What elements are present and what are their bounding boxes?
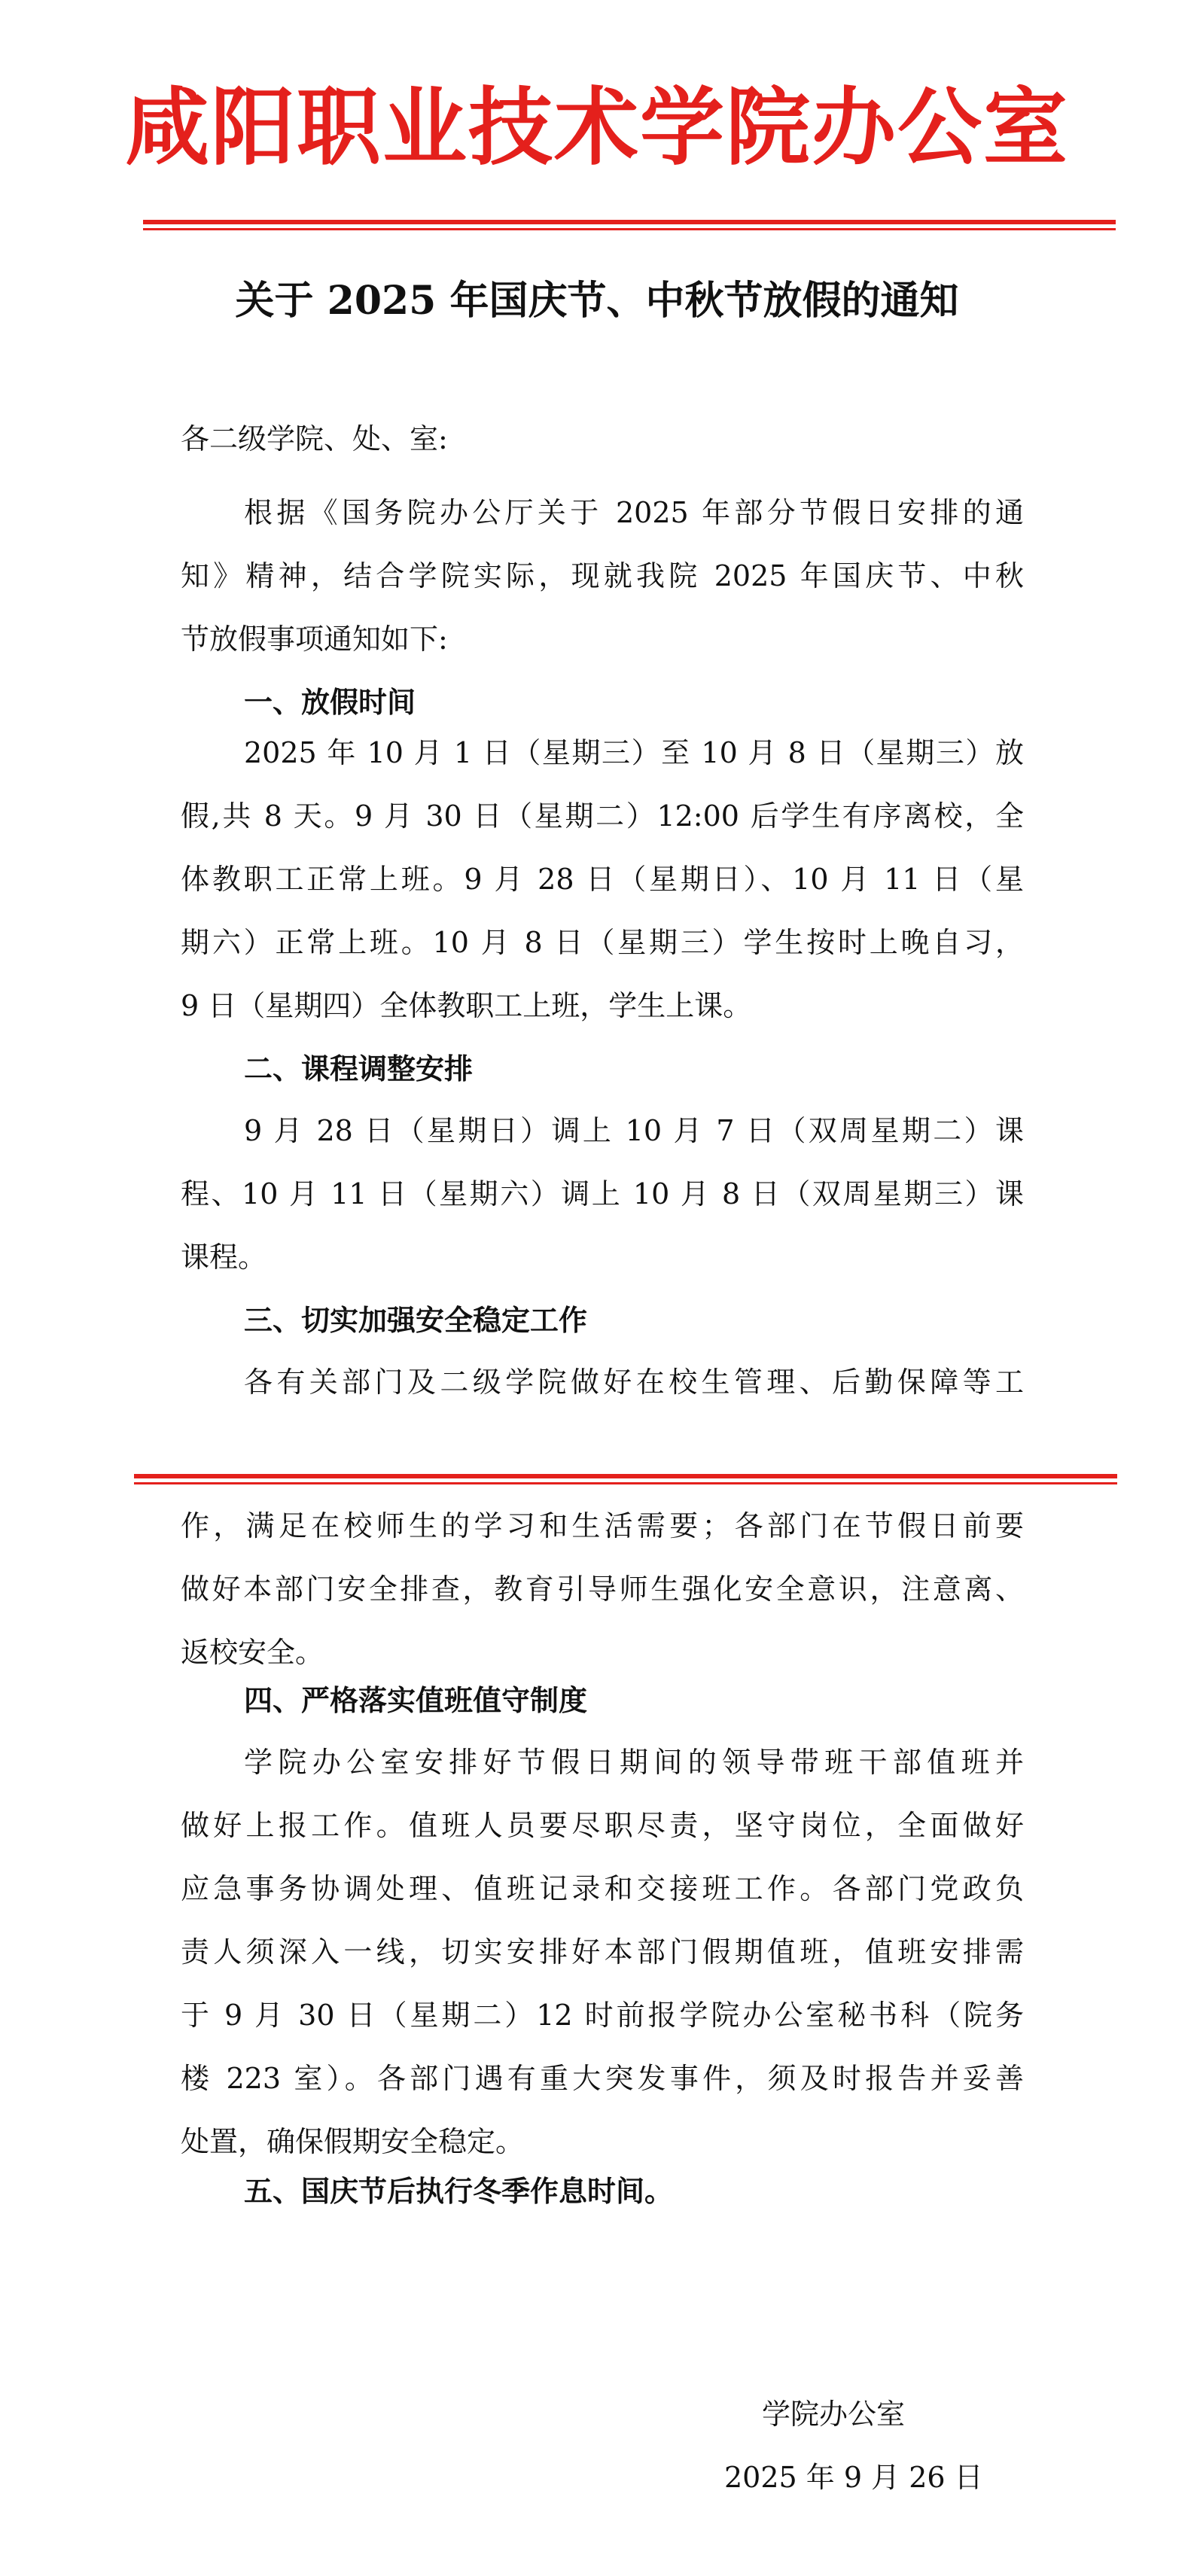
- intro-line: 根据《国务院办公厅关于 2025 年部分节假日安排的通: [244, 496, 1024, 529]
- section-line: 责人须深入一线，切实安排好本部门假期值班，值班安排需: [181, 1935, 1024, 1969]
- section-line: 做好本部门安全排查，教育引导师生强化安全意识，注意离、: [181, 1573, 1024, 1606]
- page-break-rule-thin: [134, 1482, 1117, 1484]
- section-heading: 三、切实加强安全稳定工作: [244, 1303, 588, 1337]
- org-masthead: 咸阳职业技术学院办公室: [125, 78, 1069, 177]
- section-line: 各有关部门及二级学院做好在校生管理、后勤保障等工: [244, 1366, 1024, 1399]
- intro-line: 节放假事项通知如下:: [181, 623, 448, 656]
- section-line: 应急事务协调处理、值班记录和交接班工作。各部门党政负: [181, 1872, 1024, 1905]
- section-line: 返校安全。: [181, 1636, 324, 1669]
- section-line: 做好上报工作。值班人员要尽职尽责，坚守岗位，全面做好: [181, 1809, 1024, 1842]
- section-line: 楼 223 室）。各部门遇有重大突发事件，须及时报告并妥善: [181, 2062, 1024, 2095]
- section-heading: 五、国庆节后执行冬季作息时间。: [244, 2174, 674, 2208]
- section-line: 9 月 28 日（星期日）调上 10 月 7 日（双周星期二）课: [244, 1114, 1024, 1147]
- signature-issuer: 学院办公室: [762, 2398, 906, 2431]
- section-line: 课程。: [181, 1241, 267, 1274]
- page-break-rule-thick: [134, 1474, 1117, 1478]
- section-heading: 一、放假时间: [244, 685, 416, 719]
- masthead-rule-thin: [143, 228, 1116, 230]
- section-line: 期六）正常上班。10 月 8 日（星期三）学生按时上晚自习，: [181, 926, 1024, 959]
- masthead-rule-thick: [143, 220, 1116, 224]
- salutation: 各二级学院、处、室:: [181, 422, 448, 455]
- section-line: 学院办公室安排好节假日期间的领导带班干部值班并: [244, 1746, 1024, 1779]
- notice-title: 关于 2025 年国庆节、中秋节放假的通知: [235, 278, 959, 324]
- section-line: 体教职工正常上班。9 月 28 日（星期日）、10 月 11 日（星: [181, 863, 1024, 896]
- section-line: 于 9 月 30 日（星期二）12 时前报学院办公室秘书科（院务: [181, 1999, 1024, 2032]
- section-heading: 二、课程调整安排: [244, 1052, 474, 1086]
- section-line: 假,共 8 天。9 月 30 日（星期二）12:00 后学生有序离校，全: [181, 799, 1024, 833]
- signature-date: 2025 年 9 月 26 日: [724, 2461, 983, 2494]
- intro-line: 知》精神，结合学院实际，现就我院 2025 年国庆节、中秋: [181, 559, 1024, 592]
- section-line: 作，满足在校师生的学习和生活需要；各部门在节假日前要: [181, 1509, 1024, 1542]
- section-line: 程、10 月 11 日（星期六）调上 10 月 8 日（双周星期三）课: [181, 1177, 1024, 1210]
- section-line: 2025 年 10 月 1 日（星期三）至 10 月 8 日（星期三）放: [244, 736, 1024, 769]
- section-line: 处置，确保假期安全稳定。: [181, 2125, 525, 2158]
- section-heading: 四、严格落实值班值守制度: [244, 1683, 588, 1717]
- section-line: 9 日（星期四）全体教职工上班，学生上课。: [181, 989, 752, 1022]
